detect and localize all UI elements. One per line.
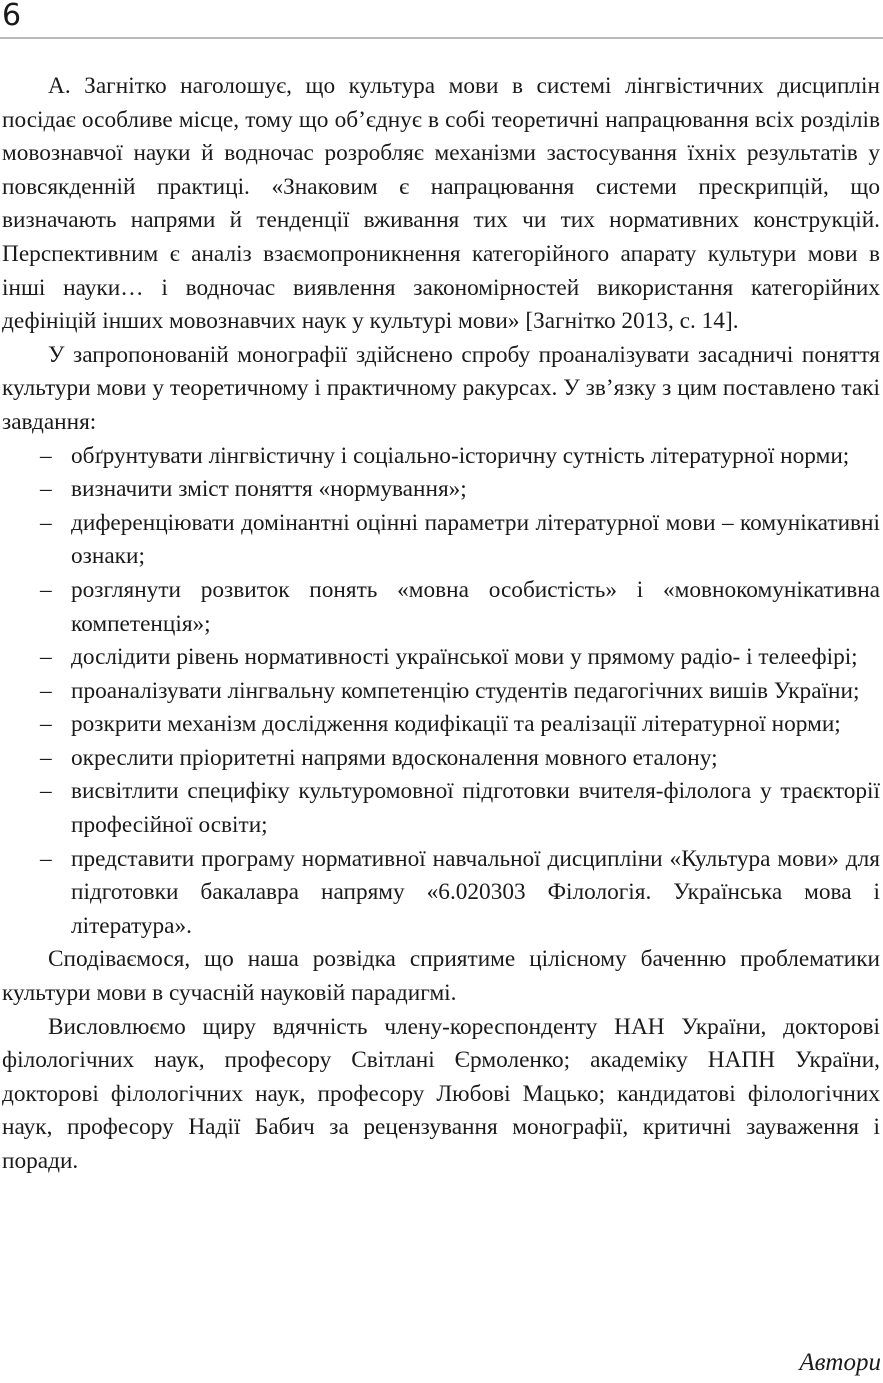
tasks-list [2,440,880,944]
task-text: висвітлити специфіку культуромовної підготовки вчителя-філолога у траєкторії професійної освіти; [71,778,880,839]
task-text: розглянути розвиток понять «мовна особистість» і «мовнокомунікативна компетенція»; [71,576,880,637]
task-text: окреслити пріоритетні напрями вдосконалення мовного еталону; [71,744,718,771]
list-item [2,742,880,776]
dash-marker: – [40,778,52,805]
thanks-paragraph: Висловлюємо щиру вдячність члену-кореспонденту НАН України, докторові філологічних наук, професору Світлані Єрмоленко; академіку НАПН України, докторові філологічних наук, професору Любові Мацько; кандидатові філологічних наук, професору Надії Бабич за рецензування монографії, критичні зауваження і поради. [2,1013,880,1174]
list-item [2,507,880,574]
list-item [2,440,880,474]
dash-marker: – [40,509,52,536]
list-item [2,473,880,507]
dash-marker: – [40,677,52,704]
dash-marker: – [40,476,52,503]
hope-paragraph: Сподіваємося, що наша розвідка сприятиме цілісному баченню проблематики культури мови в сучасній науковій парадигмі. [2,946,880,1007]
authors-signature: Автори [799,1349,881,1376]
task-text: дослідити рівень нормативності української мови у прямому радіо- і телеефірі; [71,644,858,671]
dash-marker: – [40,442,52,469]
tasks-intro-paragraph: У запропонованій монографії здійснено спробу проаналізувати засадничі поняття культури мови у теоретичному і практичному ракурсах. У зв’язку з цим поставлено такі завдання: [2,341,880,435]
intro-paragraph: А. Загнітко наголошує, що культура мови в системі лінгвістичних дисциплін посідає особливе місце, тому що об’єднує в собі теоретичні напрацювання всіх розділів мовознавчої науки й водночас розробляє механізми застосування їхніх результатів у повсякденній практиці. «Знаковим є напрацювання системи прескрипцій, що визначають напрями й тенденції вживання тих чи тих нормативних конструкцій. Перспективним є аналіз взаємопроникнення категорійного апарату культури мови в інші науки… і водночас виявлення закономірностей використання категорійних дефініцій інших мовознавчих наук у культурі мови» [Загнітко 2013, с. 14]. [2,73,880,335]
list-item [2,641,880,675]
dash-marker: – [40,744,52,771]
body-text [2,70,880,1179]
page-number: 6 [2,0,22,33]
dash-marker: – [40,644,52,671]
task-text: визначити зміст поняття «нормування»; [71,476,467,503]
task-text: диференціювати домінантні оцінні параметри літературної мови – комунікативні ознаки; [71,509,880,570]
list-item [2,843,880,944]
task-text: розкрити механізм дослідження кодифікації та реалізації літературної норми; [71,711,841,738]
dash-marker: – [40,845,52,872]
dash-marker: – [40,711,52,738]
list-item [2,708,880,742]
dash-marker: – [40,576,52,603]
task-text: обґрунтувати лінгвістичну і соціально-історичну сутність літературної норми; [71,442,850,469]
header-rule [0,37,883,39]
list-item [2,775,880,842]
list-item [2,675,880,709]
list-item [2,574,880,641]
task-text: проаналізувати лінгвальну компетенцію студентів педагогічних вишів України; [71,677,860,704]
task-text: представити програму нормативної навчальної дисципліни «Культура мови» для підготовки бакалавра напряму «6.020303 Філологія. Українська мова і література». [71,845,880,939]
